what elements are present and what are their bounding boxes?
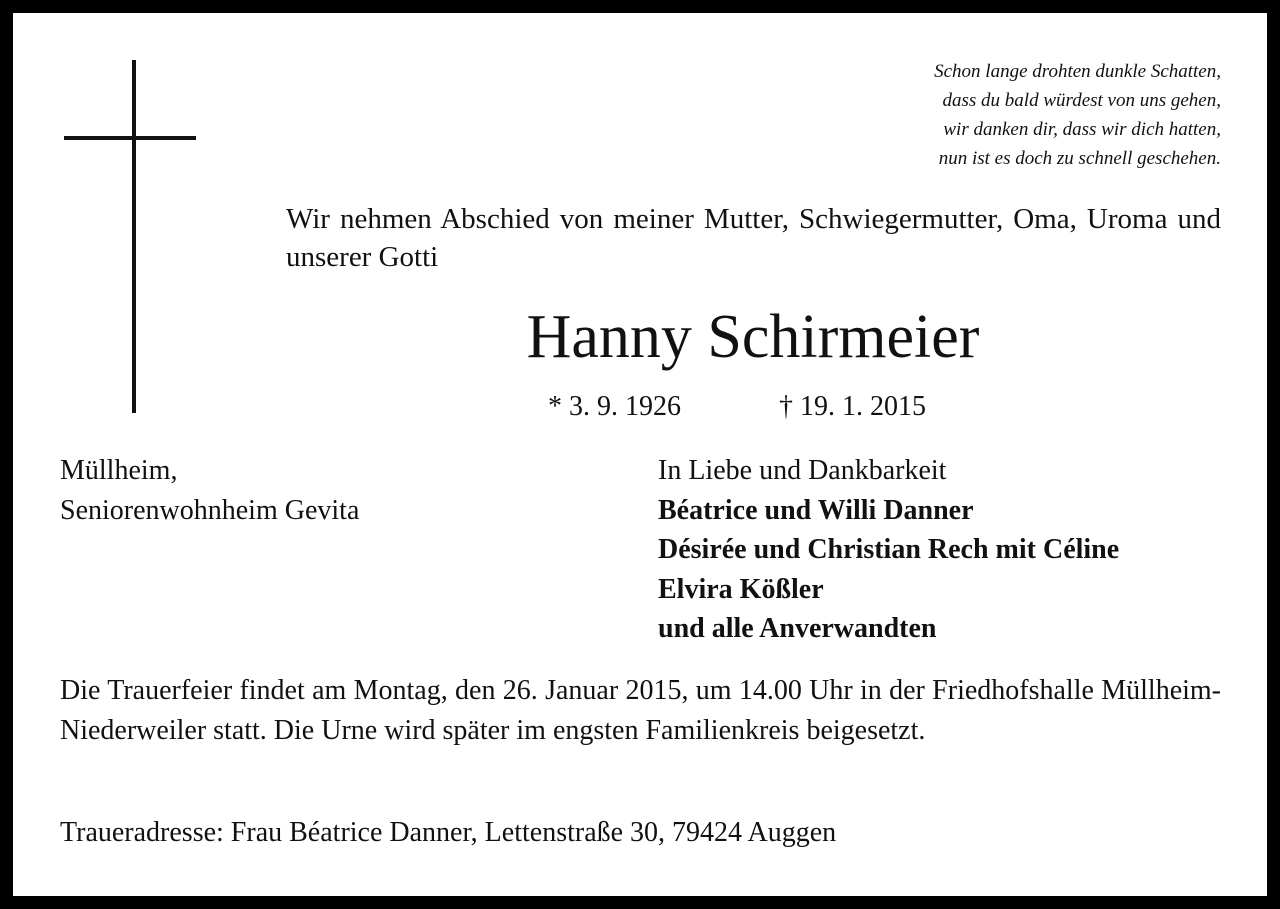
place-line: Seniorenwohnheim Gevita	[60, 495, 360, 526]
obituary-notice	[13, 13, 1267, 896]
deceased-name: Hanny Schirmeier	[526, 303, 980, 371]
mourning-address: Traueradresse: Frau Béatrice Danner, Lettenstraße 30, 79424 Auggen	[60, 817, 837, 848]
poem	[934, 57, 1221, 173]
place-block	[60, 451, 359, 531]
birth-date: * 3. 9. 1926	[548, 391, 681, 422]
poem-line: wir danken dir, dass wir dich hatten,	[943, 119, 1221, 140]
place-line: Müllheim,	[60, 455, 178, 486]
mourners-block	[658, 451, 1119, 649]
poem-line: Schon lange drohten dunkle Schatten,	[934, 61, 1221, 82]
death-date: † 19. 1. 2015	[779, 391, 926, 422]
farewell-intro: Wir nehmen Abschied von meiner Mutter, Schwiegermutter, Oma, Uroma und unserer Gotti	[286, 203, 1221, 273]
mourners-heading: In Liebe und Dankbarkeit	[658, 455, 947, 486]
mourner-name: Désirée und Christian Rech mit Céline	[658, 534, 1120, 565]
poem-line: nun ist es doch zu schnell geschehen.	[938, 148, 1221, 169]
mourner-name: Elvira Kößler	[658, 573, 824, 605]
poem-line: dass du bald würdest von uns gehen,	[942, 90, 1221, 111]
cross-horizontal-bar	[64, 136, 196, 140]
ceremony-info: Die Trauerfeier findet am Montag, den 26. Januar 2015, um 14.00 Uhr in der Friedhofshalle Müllheim-Niederweiler statt. Die Urne wird später im engsten Familienkreis beigesetzt.	[60, 675, 1221, 746]
mourner-name: und alle Anverwandten	[658, 613, 937, 644]
mourner-name: Béatrice und Willi Danner	[658, 494, 974, 526]
